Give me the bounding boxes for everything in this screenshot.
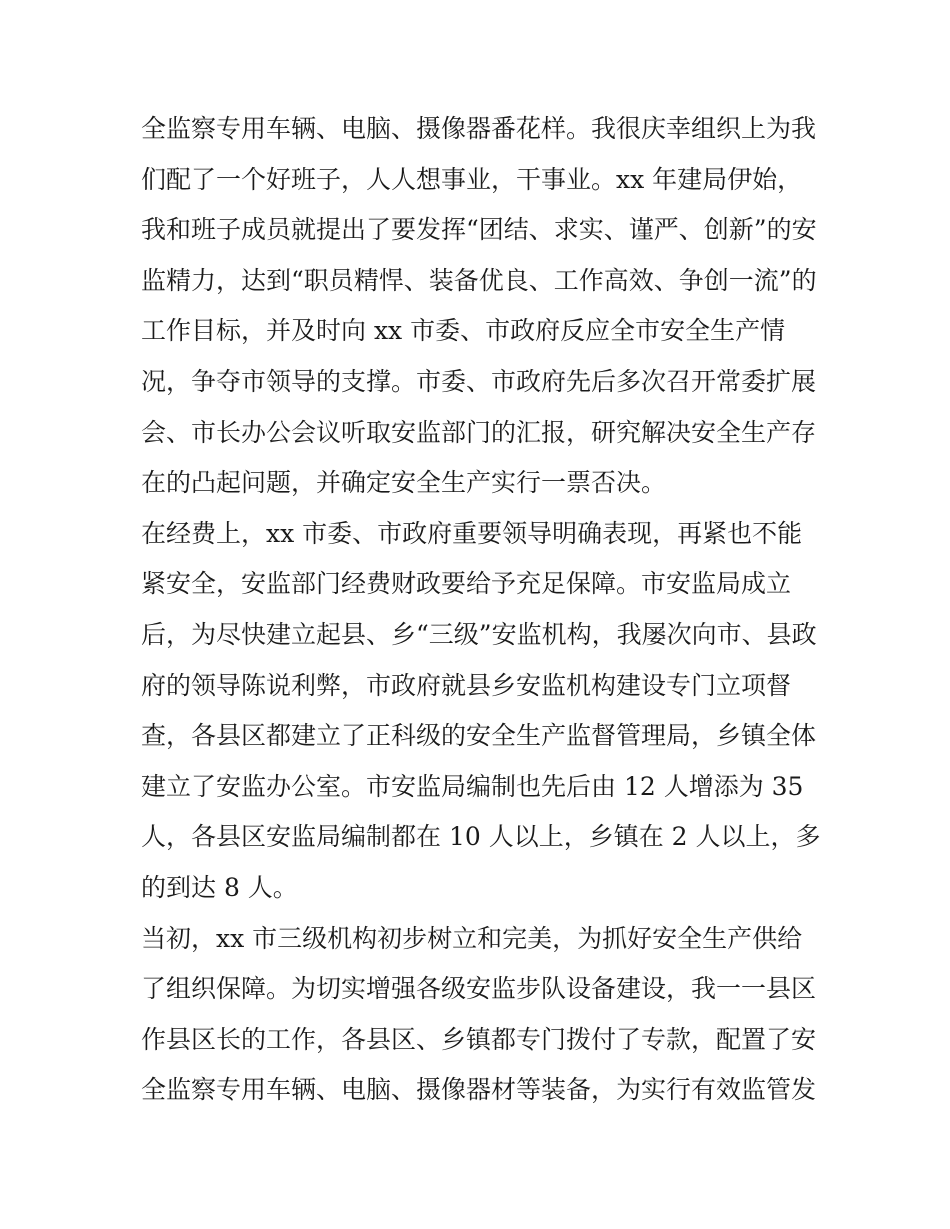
text-line: 我和班子成员就提出了要发挥“团结、求实、谨严、创新”的安: [141, 215, 817, 245]
text-line: 的到达 8 人。: [141, 872, 298, 902]
text-line: 全监察专用车辆、电脑、摄像器番花样。我很庆幸组织上为我: [141, 114, 817, 143]
text-line: 当初，xx 市三级机构初步树立和完美，为抓好安全生产供给: [141, 923, 803, 953]
text-line: 紧安全，安监部门经费财政要给予充足保障。市安监局成立: [141, 569, 792, 599]
text-line: 人，各县区安监局编制都在 10 人以上，乡镇在 2 人以上，多: [141, 822, 821, 852]
text-line: 全监察专用车辆、电脑、摄像器材等装备，为实行有效监管发: [141, 1075, 817, 1105]
text-line: 建立了安监办公室。市安监局编制也先后由 12 人增添为 35: [141, 771, 804, 801]
text-line: 了组织保障。为切实增强各级安监步队设备建设，我一一县区: [141, 974, 817, 1004]
text-line: 后，为尽快建立起县、乡“三级”安监机构，我屡次向市、县政: [141, 619, 817, 649]
text-line: 们配了一个好班子，人人想事业，干事业。xx 年建局伊始，: [141, 164, 803, 194]
text-line: 况，争夺市领导的支撑。市委、市政府先后多次召开常委扩展: [141, 366, 817, 396]
text-line: 会、市长办公会议听取安监部门的汇报，研究解决安全生产存: [141, 417, 817, 447]
text-line: 作县区长的工作，各县区、乡镇都专门拨付了专款，配置了安: [141, 1024, 817, 1054]
text-line: 在的凸起问题，并确定安全生产实行一票否决。: [141, 468, 667, 498]
text-line: 工作目标，并及时向 xx 市委、市政府反应全市安全生产情: [141, 316, 786, 346]
text-line: 监精力，达到“职员精悍、装备优良、工作高效、争创一流”的: [141, 265, 817, 295]
text-line: 查，各县区都建立了正科级的安全生产监督管理局，乡镇全体: [141, 721, 817, 751]
text-line: 府的领导陈说利弊，市政府就县乡安监机构建设专门立项督: [141, 670, 792, 700]
text-line: 在经费上，xx 市委、市政府重要领导明确表现，再紧也不能: [141, 518, 803, 548]
body-text: [141, 104, 831, 1116]
